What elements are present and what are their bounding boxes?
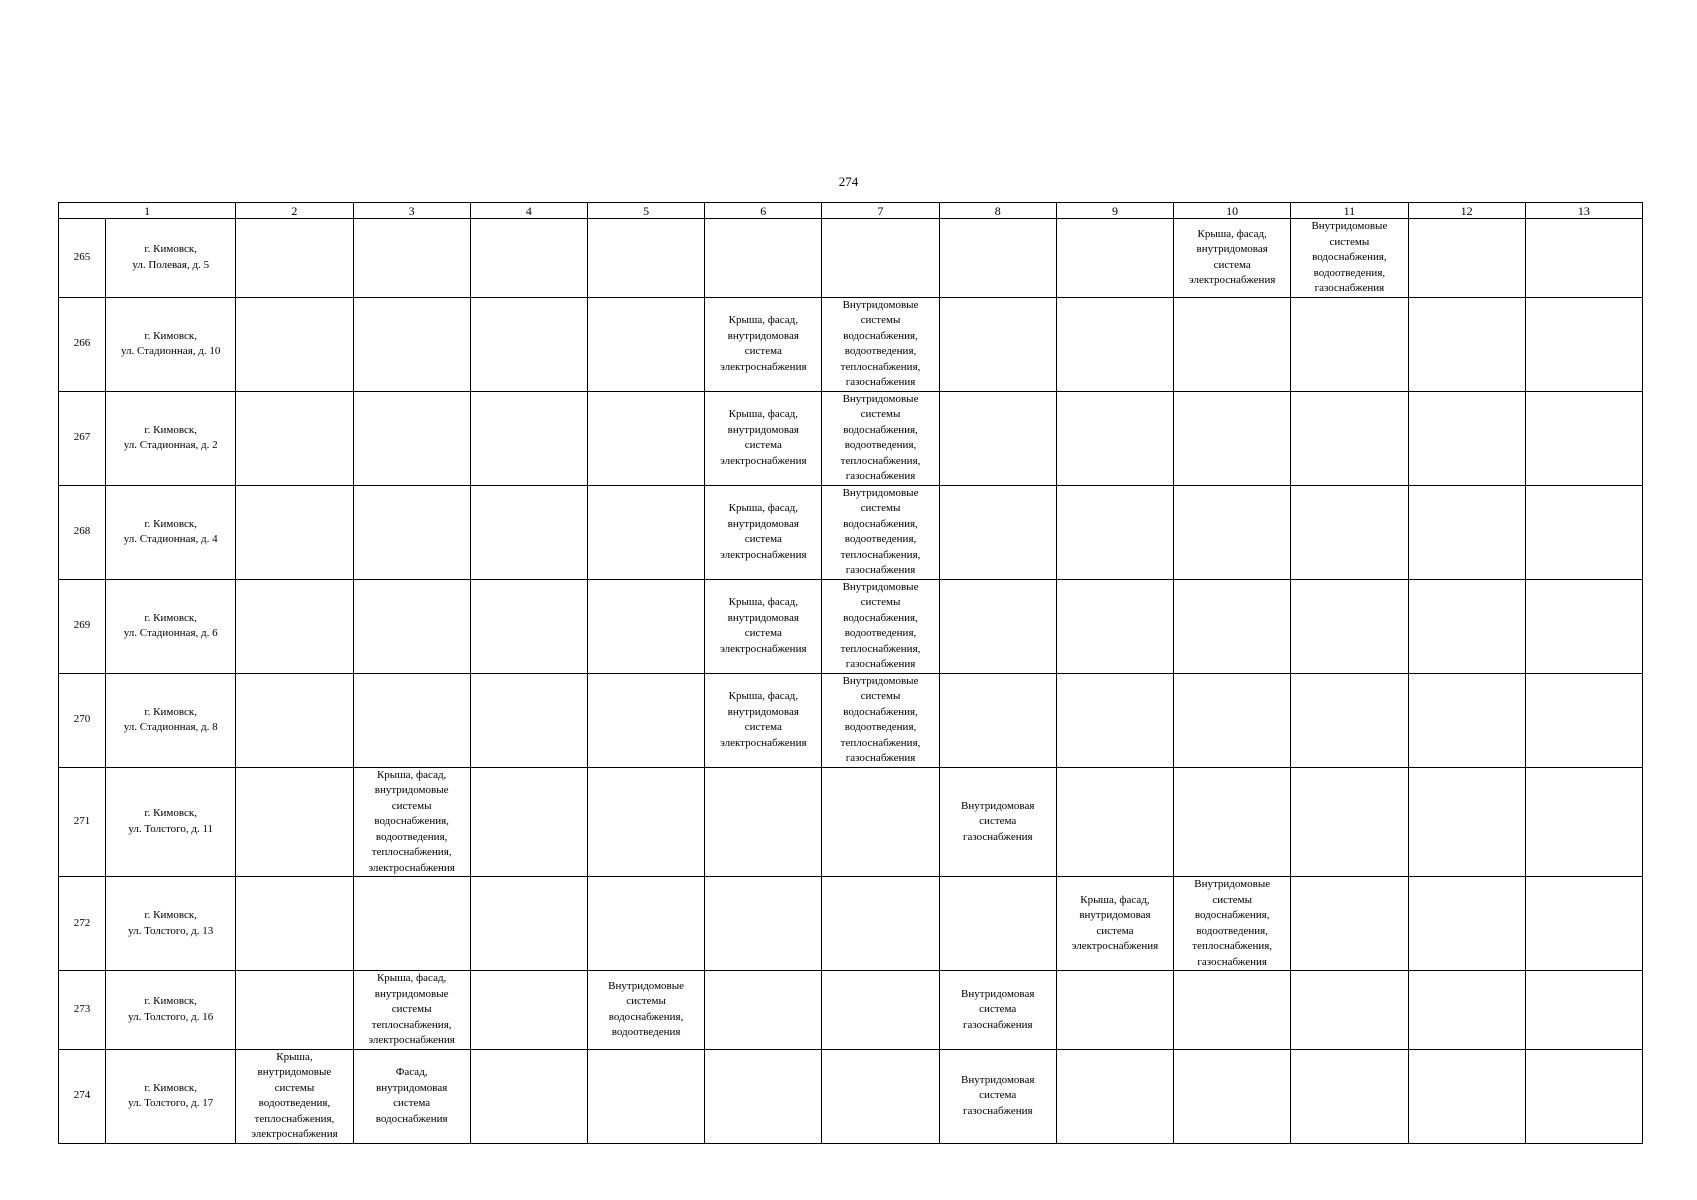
work-cell xyxy=(236,579,353,673)
address-cell xyxy=(106,767,236,877)
work-cell xyxy=(470,297,587,391)
row-number: 269 xyxy=(59,579,106,673)
work-cell xyxy=(470,673,587,767)
work-cell xyxy=(1408,485,1525,579)
work-cell xyxy=(822,673,939,767)
column-header: 4 xyxy=(470,203,587,219)
row-number: 268 xyxy=(59,485,106,579)
work-text: Внутридомовые системы водоснабжения, водоотведения, газоснабжения xyxy=(1311,220,1388,294)
work-cell xyxy=(939,219,1056,298)
table-row xyxy=(59,673,1643,767)
work-cell xyxy=(353,1049,470,1143)
work-cell xyxy=(1291,391,1408,485)
work-cell xyxy=(705,1049,822,1143)
work-cell xyxy=(1291,219,1408,298)
work-cell xyxy=(822,297,939,391)
row-number: 271 xyxy=(59,767,106,877)
work-text: Крыша, фасад, внутридомовая система электроснабжения xyxy=(720,408,807,467)
work-cell xyxy=(1056,219,1173,298)
column-header: 11 xyxy=(1291,203,1408,219)
work-cell xyxy=(1525,1049,1642,1143)
work-cell xyxy=(1291,1049,1408,1143)
work-cell xyxy=(587,391,704,485)
column-header: 2 xyxy=(236,203,353,219)
address-text: г. Кимовск, ул. Стадионная, д. 8 xyxy=(123,705,218,733)
address-cell xyxy=(106,297,236,391)
work-cell xyxy=(822,767,939,877)
work-cell xyxy=(587,1049,704,1143)
work-cell xyxy=(1408,297,1525,391)
work-cell xyxy=(1056,971,1173,1050)
address-text: г. Кимовск, ул. Стадионная, д. 10 xyxy=(121,329,221,357)
work-cell xyxy=(1525,877,1642,971)
work-cell xyxy=(939,767,1056,877)
work-cell xyxy=(1056,391,1173,485)
table-row xyxy=(59,391,1643,485)
row-number: 270 xyxy=(59,673,106,767)
work-cell xyxy=(939,579,1056,673)
table-body xyxy=(59,203,1643,1144)
work-cell xyxy=(1174,1049,1291,1143)
table-row xyxy=(59,971,1643,1050)
work-cell xyxy=(470,877,587,971)
work-cell xyxy=(470,767,587,877)
work-cell xyxy=(236,219,353,298)
work-cell xyxy=(822,1049,939,1143)
work-text: Внутридомовая система газоснабжения xyxy=(961,1073,1035,1117)
work-cell xyxy=(822,877,939,971)
address-text: г. Кимовск, ул. Стадионная, д. 6 xyxy=(123,611,218,639)
work-cell xyxy=(353,391,470,485)
work-cell xyxy=(939,1049,1056,1143)
work-cell xyxy=(353,579,470,673)
work-cell xyxy=(470,219,587,298)
work-cell xyxy=(939,485,1056,579)
column-header: 1 xyxy=(59,203,236,219)
column-header: 3 xyxy=(353,203,470,219)
work-cell xyxy=(587,297,704,391)
work-cell xyxy=(939,877,1056,971)
address-cell xyxy=(106,485,236,579)
work-cell xyxy=(822,579,939,673)
row-number: 273 xyxy=(59,971,106,1050)
row-number: 272 xyxy=(59,877,106,971)
work-cell xyxy=(705,219,822,298)
work-cell xyxy=(1174,877,1291,971)
work-text: Крыша, фасад, внутридомовая система электроснабжения xyxy=(720,314,807,373)
work-cell xyxy=(353,219,470,298)
column-header: 9 xyxy=(1056,203,1173,219)
work-cell xyxy=(236,877,353,971)
work-cell xyxy=(587,673,704,767)
work-cell xyxy=(353,673,470,767)
work-cell xyxy=(1408,1049,1525,1143)
work-cell xyxy=(1525,485,1642,579)
column-header: 12 xyxy=(1408,203,1525,219)
address-text: г. Кимовск, ул. Стадионная, д. 4 xyxy=(123,517,218,545)
work-cell xyxy=(587,971,704,1050)
work-cell xyxy=(705,485,822,579)
work-cell xyxy=(353,877,470,971)
work-cell xyxy=(1174,297,1291,391)
column-header: 6 xyxy=(705,203,822,219)
work-text: Крыша, фасад, внутридомовая система электроснабжения xyxy=(720,596,807,655)
address-text: г. Кимовск, ул. Толстого, д. 11 xyxy=(128,807,214,835)
table-row xyxy=(59,219,1643,298)
work-cell xyxy=(587,579,704,673)
work-cell xyxy=(1291,673,1408,767)
work-cell xyxy=(236,971,353,1050)
column-header: 5 xyxy=(587,203,704,219)
work-text: Внутридомовые системы водоснабжения, водоотведения, теплоснабжения, газоснабжения xyxy=(840,580,921,670)
work-cell xyxy=(236,485,353,579)
table-row xyxy=(59,1049,1643,1143)
work-cell xyxy=(587,219,704,298)
address-text: г. Кимовск, ул. Толстого, д. 16 xyxy=(128,995,214,1023)
work-cell xyxy=(705,673,822,767)
work-cell xyxy=(1408,767,1525,877)
work-text: Внутридомовая система газоснабжения xyxy=(961,799,1035,843)
work-cell xyxy=(470,485,587,579)
work-cell xyxy=(1291,971,1408,1050)
work-cell xyxy=(1408,877,1525,971)
work-cell xyxy=(353,767,470,877)
work-text: Крыша, фасад, внутридомовые системы водоснабжения, водоотведения, теплоснабжения, электроснабжения xyxy=(368,768,455,874)
address-cell xyxy=(106,673,236,767)
work-cell xyxy=(236,391,353,485)
work-cell xyxy=(705,391,822,485)
table-row xyxy=(59,485,1643,579)
page-number: 274 xyxy=(838,174,859,189)
work-cell xyxy=(939,971,1056,1050)
work-cell xyxy=(1174,971,1291,1050)
address-text: г. Кимовск, ул. Полевая, д. 5 xyxy=(132,243,210,271)
work-cell xyxy=(1174,767,1291,877)
work-cell xyxy=(1174,579,1291,673)
work-cell xyxy=(1291,579,1408,673)
work-cell xyxy=(236,767,353,877)
work-cell xyxy=(705,971,822,1050)
work-cell xyxy=(353,485,470,579)
table-row xyxy=(59,297,1643,391)
work-cell xyxy=(353,971,470,1050)
work-cell xyxy=(1525,971,1642,1050)
work-cell xyxy=(1408,219,1525,298)
work-cell xyxy=(1525,297,1642,391)
work-cell xyxy=(470,579,587,673)
work-cell xyxy=(1408,971,1525,1050)
column-header: 10 xyxy=(1174,203,1291,219)
work-cell xyxy=(1291,485,1408,579)
work-cell xyxy=(587,767,704,877)
work-text: Крыша, фасад, внутридомовые системы теплоснабжения, электроснабжения xyxy=(368,972,455,1046)
work-cell xyxy=(1056,1049,1173,1143)
row-number: 267 xyxy=(59,391,106,485)
work-cell xyxy=(1056,297,1173,391)
work-cell xyxy=(470,971,587,1050)
work-cell xyxy=(1174,391,1291,485)
work-cell xyxy=(1525,767,1642,877)
work-cell xyxy=(1056,673,1173,767)
address-cell xyxy=(106,971,236,1050)
work-cell xyxy=(705,877,822,971)
address-cell xyxy=(106,579,236,673)
work-text: Внутридомовые системы водоснабжения, водоотведения, теплоснабжения, газоснабжения xyxy=(1192,878,1273,968)
work-cell xyxy=(939,297,1056,391)
work-cell xyxy=(705,767,822,877)
work-text: Фасад, внутридомовая система водоснабжения xyxy=(375,1066,448,1125)
work-cell xyxy=(1056,877,1173,971)
work-cell xyxy=(1525,673,1642,767)
work-cell xyxy=(1291,877,1408,971)
work-cell xyxy=(822,391,939,485)
work-cell xyxy=(1174,673,1291,767)
table-row xyxy=(59,767,1643,877)
work-cell xyxy=(1525,579,1642,673)
address-cell xyxy=(106,1049,236,1143)
row-number: 274 xyxy=(59,1049,106,1143)
work-text: Внутридомовая система газоснабжения xyxy=(961,987,1035,1031)
work-text: Внутридомовые системы водоснабжения, водоотведения xyxy=(608,979,685,1039)
work-text: Крыша, внутридомовые системы водоотведения, теплоснабжения, электроснабжения xyxy=(251,1050,338,1140)
address-text: г. Кимовск, ул. Толстого, д. 13 xyxy=(128,909,214,937)
address-text: г. Кимовск, ул. Стадионная, д. 2 xyxy=(123,423,218,451)
work-cell xyxy=(1408,579,1525,673)
work-cell xyxy=(1525,391,1642,485)
work-cell xyxy=(470,391,587,485)
work-cell xyxy=(587,485,704,579)
column-header: 13 xyxy=(1525,203,1642,219)
work-cell xyxy=(822,971,939,1050)
address-cell xyxy=(106,391,236,485)
work-cell xyxy=(353,297,470,391)
address-text: г. Кимовск, ул. Толстого, д. 17 xyxy=(128,1081,214,1109)
address-cell xyxy=(106,877,236,971)
work-cell xyxy=(939,391,1056,485)
work-text: Внутридомовые системы водоснабжения, водоотведения, теплоснабжения, газоснабжения xyxy=(840,674,921,764)
address-cell xyxy=(106,219,236,298)
work-text: Внутридомовые системы водоснабжения, водоотведения, теплоснабжения, газоснабжения xyxy=(840,486,921,576)
row-number: 266 xyxy=(59,297,106,391)
work-cell xyxy=(1056,579,1173,673)
work-cell xyxy=(939,673,1056,767)
column-header: 8 xyxy=(939,203,1056,219)
work-cell xyxy=(1291,767,1408,877)
work-text: Внутридомовые системы водоснабжения, водоотведения, теплоснабжения, газоснабжения xyxy=(840,298,921,388)
column-number-row xyxy=(59,203,1643,219)
work-cell xyxy=(1174,485,1291,579)
work-cell xyxy=(236,297,353,391)
work-text: Крыша, фасад, внутридомовая система электроснабжения xyxy=(720,690,807,749)
work-cell xyxy=(1525,219,1642,298)
table-row xyxy=(59,877,1643,971)
work-cell xyxy=(1291,297,1408,391)
work-text: Крыша, фасад, внутридомовая система электроснабжения xyxy=(1071,893,1159,952)
work-cell xyxy=(705,579,822,673)
work-text: Внутридомовые системы водоснабжения, водоотведения, теплоснабжения, газоснабжения xyxy=(840,392,921,482)
repair-schedule-table xyxy=(58,202,1643,1144)
work-cell xyxy=(822,485,939,579)
work-cell xyxy=(1056,485,1173,579)
work-cell xyxy=(1408,391,1525,485)
column-header: 7 xyxy=(822,203,939,219)
work-cell xyxy=(236,673,353,767)
work-cell xyxy=(822,219,939,298)
work-cell xyxy=(587,877,704,971)
work-cell xyxy=(1056,767,1173,877)
work-text: Крыша, фасад, внутридомовая система электроснабжения xyxy=(1188,227,1276,287)
work-cell xyxy=(1174,219,1291,298)
work-cell xyxy=(236,1049,353,1143)
work-text: Крыша, фасад, внутридомовая система электроснабжения xyxy=(720,502,807,561)
work-cell xyxy=(705,297,822,391)
row-number: 265 xyxy=(59,219,106,298)
table-row xyxy=(59,579,1643,673)
work-cell xyxy=(470,1049,587,1143)
work-cell xyxy=(1408,673,1525,767)
